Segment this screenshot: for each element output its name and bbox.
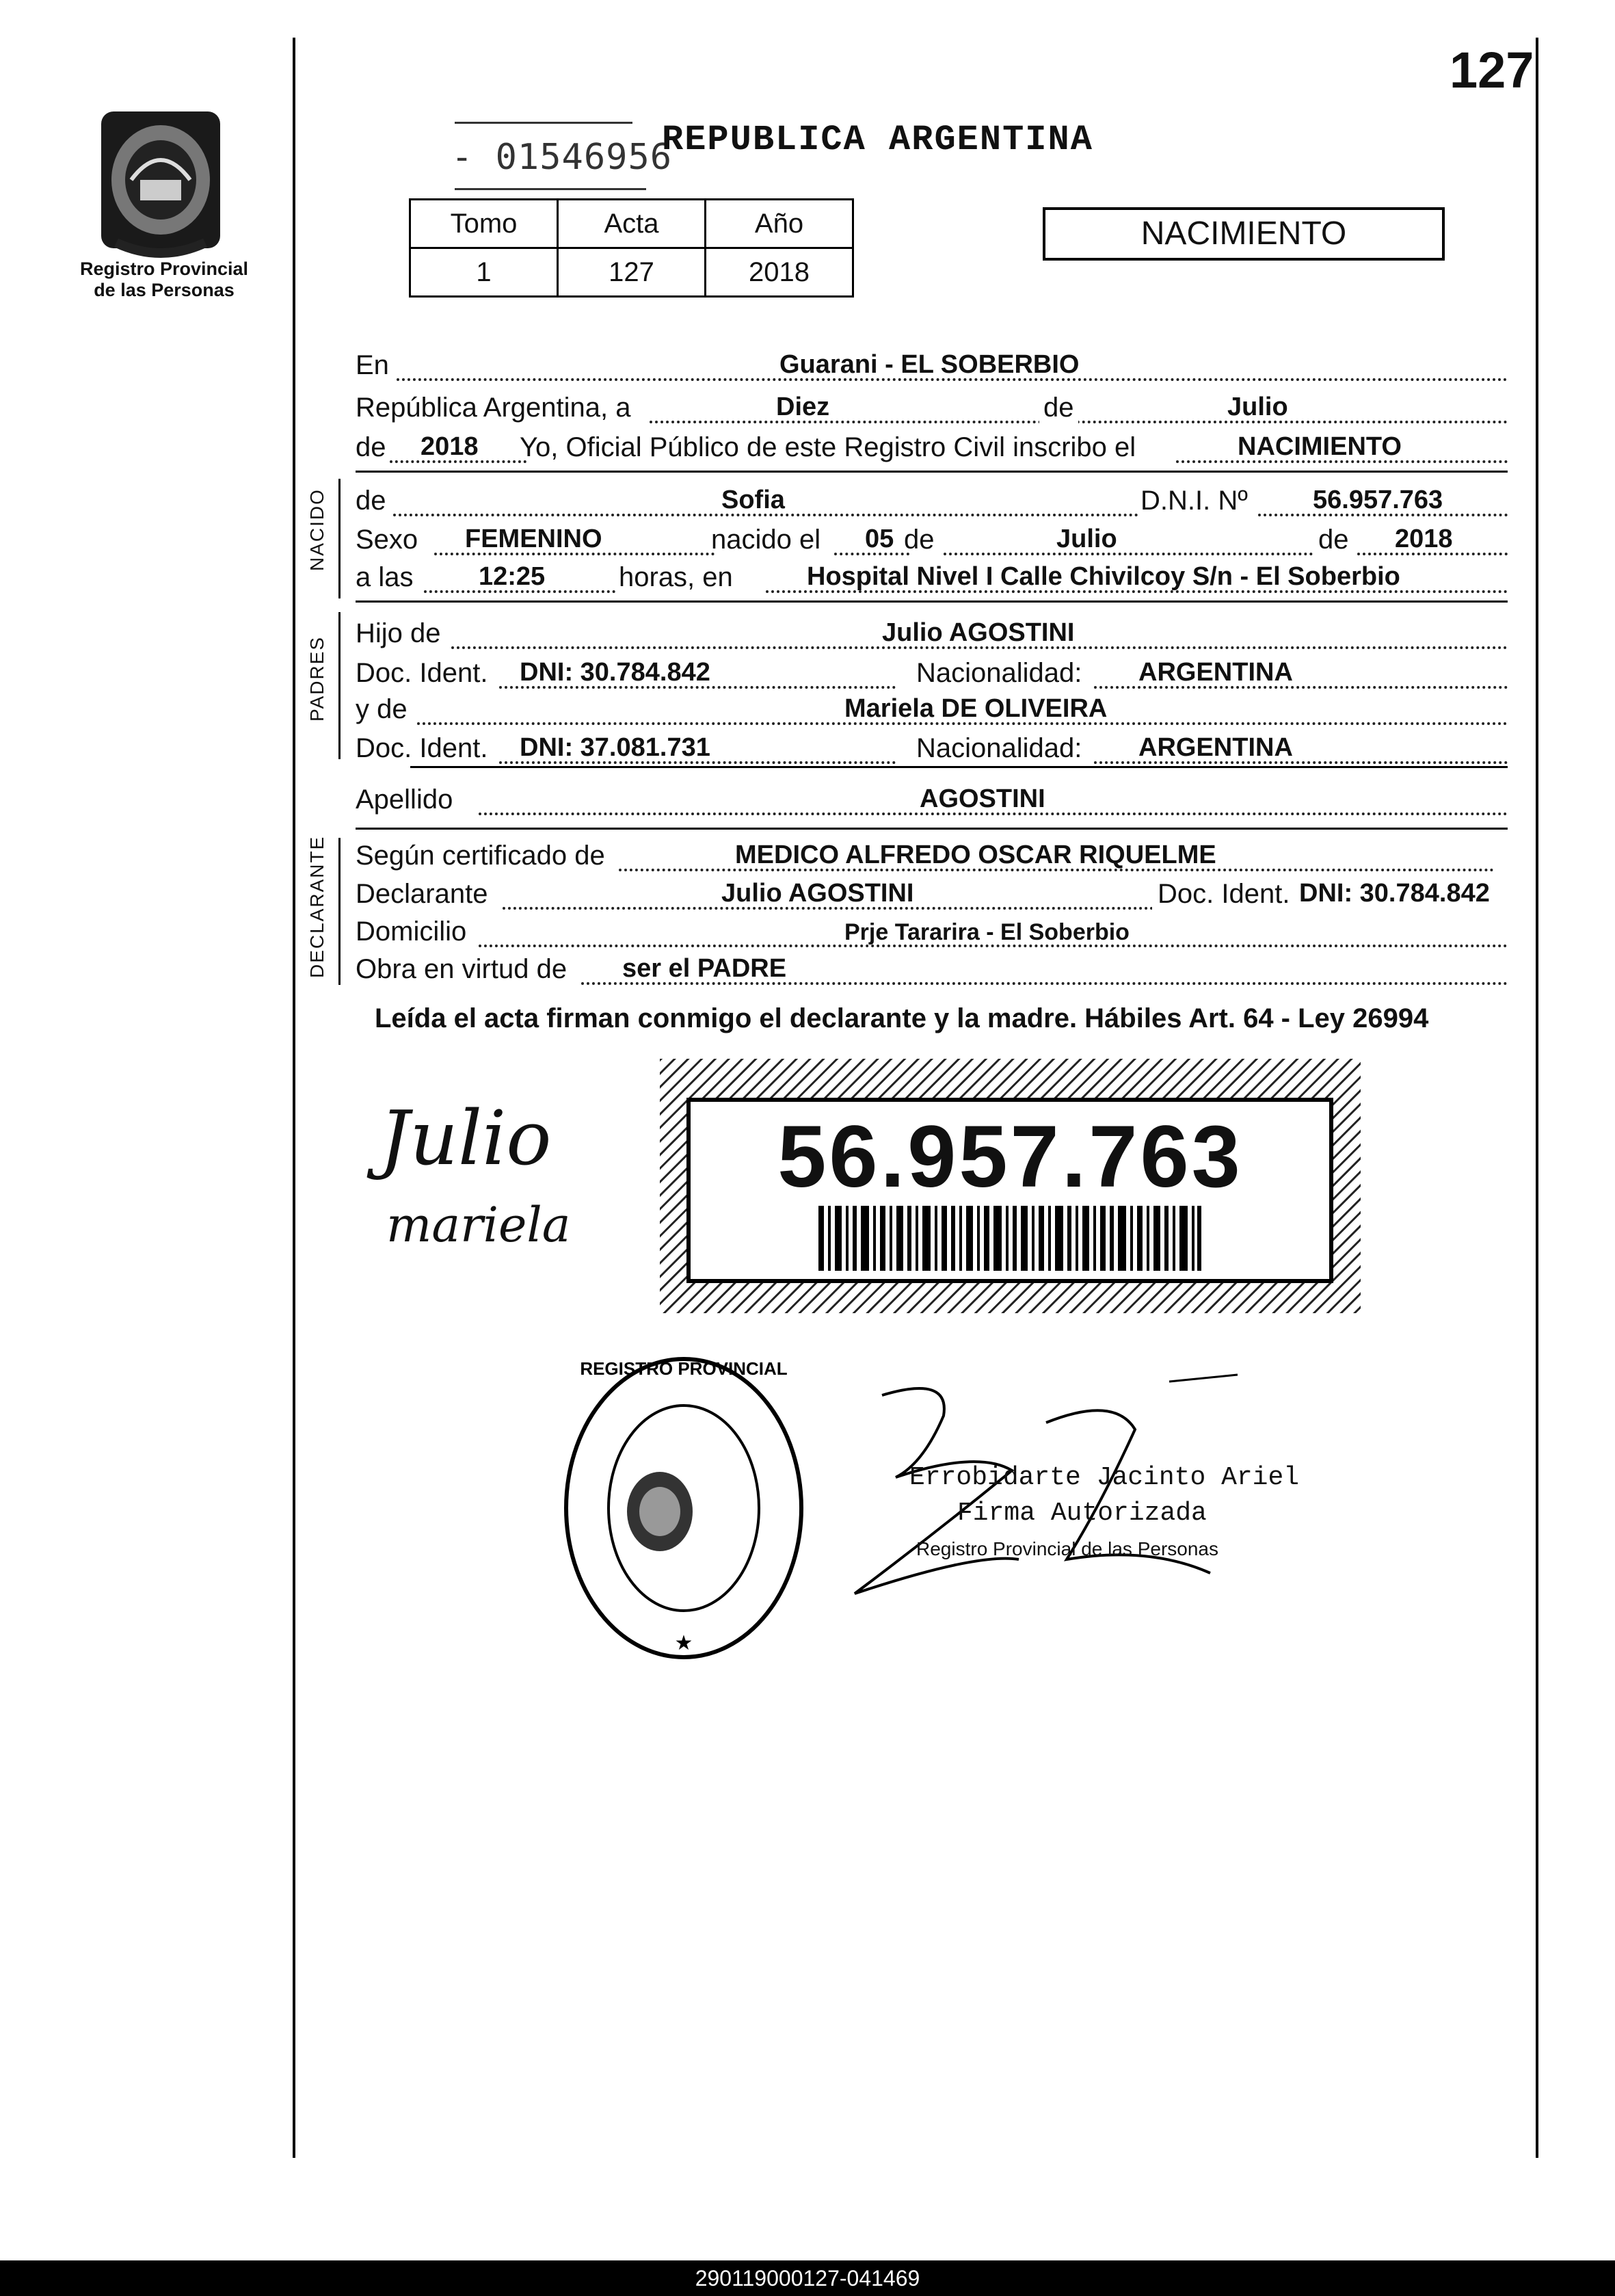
- registry-line-1: Registro Provincial: [79, 259, 249, 279]
- year-value: 2018: [421, 432, 479, 461]
- father-doc-value: DNI: 30.784.842: [520, 658, 710, 687]
- row-domicilio: [356, 912, 1508, 951]
- separator-1: [356, 471, 1508, 473]
- de-name-label: de: [356, 486, 386, 516]
- mother-nat-label: Nacionalidad:: [916, 733, 1082, 763]
- padres-section-label: PADRES: [306, 635, 328, 722]
- sexo-value: FEMENINO: [465, 525, 602, 553]
- birth-day-value: 05: [865, 525, 894, 553]
- father-doc-label: Doc. Ident.: [356, 658, 488, 688]
- separator-4: [356, 828, 1508, 830]
- y-de-label: y de: [356, 694, 408, 724]
- name-value: Sofia: [721, 486, 785, 514]
- horas-label: horas, en: [619, 562, 733, 592]
- svg-text:★: ★: [674, 1632, 693, 1654]
- acta-value: 127: [558, 248, 706, 297]
- registry-line-2: de las Personas: [94, 280, 235, 300]
- page-number: 127: [1450, 42, 1534, 98]
- padres-bracket: [338, 612, 341, 759]
- father-signature: Julio: [379, 1094, 552, 1182]
- authority-block: [909, 1460, 1299, 1567]
- province-crest-logo: [89, 99, 232, 263]
- statement-label: Yo, Oficial Público de este Registro Civil inscribo el: [520, 432, 1136, 462]
- document-title: REPUBLICA ARGENTINA: [662, 120, 1093, 160]
- birth-year-value: 2018: [1395, 525, 1453, 553]
- row-declarante: [356, 874, 1508, 914]
- mother-doc-value: DNI: 37.081.731: [520, 733, 710, 762]
- hijo-de-label: Hijo de: [356, 618, 441, 648]
- declarante-label: Declarante: [356, 879, 488, 909]
- row-y-de: [356, 689, 1508, 729]
- registry-seal: [561, 1354, 807, 1662]
- row-sexo: [356, 520, 1508, 559]
- tomo-value: 1: [410, 248, 558, 297]
- dni-sticker: [660, 1059, 1361, 1313]
- separator-3: [410, 766, 1508, 768]
- dni-sticker-number: 56.957.763: [777, 1108, 1243, 1206]
- authority-role: Firma Autorizada: [957, 1499, 1207, 1528]
- dni-barcode: [818, 1206, 1201, 1271]
- dni-value: 56.957.763: [1313, 486, 1443, 514]
- domicilio-value: Prje Tararira - El Soberbio: [844, 919, 1130, 945]
- separator-2: [356, 601, 1508, 603]
- apellido-label: Apellido: [356, 784, 453, 815]
- declarante-section-label: DECLARANTE: [306, 835, 328, 978]
- anio-header: Año: [706, 200, 853, 248]
- serial-top-line: [455, 122, 632, 124]
- cert-value: MEDICO ALFREDO OSCAR RIQUELME: [735, 841, 1216, 869]
- obra-label: Obra en virtud de: [356, 954, 568, 984]
- record-value: NACIMIENTO: [1238, 432, 1402, 461]
- de-year2-label: de: [1318, 525, 1349, 555]
- row-mother-doc: [356, 728, 1508, 768]
- tomo-header: Tomo: [410, 200, 558, 248]
- authority-name: Errobidarte Jacinto Ariel: [909, 1463, 1300, 1492]
- left-margin-line: [293, 38, 295, 2158]
- place-value: Guarani - EL SOBERBIO: [779, 350, 1080, 379]
- row-inscribo: [356, 427, 1508, 467]
- row-nombre: [356, 481, 1508, 520]
- nacido-section-label: NACIDO: [306, 488, 328, 571]
- record-type-box: NACIMIENTO: [1043, 207, 1445, 261]
- serial-bottom-line: [455, 188, 646, 190]
- nacido-el-label: nacido el: [711, 525, 821, 555]
- svg-text:REGISTRO PROVINCIAL: REGISTRO PROVINCIAL: [580, 1358, 788, 1379]
- republica-label: República Argentina, a: [356, 393, 631, 423]
- anio-value: 2018: [706, 248, 853, 297]
- mother-name-value: Mariela DE OLIVEIRA: [844, 694, 1108, 723]
- row-father-doc: [356, 653, 1508, 693]
- father-name-value: Julio AGOSTINI: [882, 618, 1075, 647]
- footer-code: 290119000127-041469: [0, 2260, 1615, 2296]
- declarante-doc-value: DNI: 30.784.842: [1299, 879, 1490, 908]
- father-nat-label: Nacionalidad:: [916, 658, 1082, 688]
- dni-label: D.N.I. Nº: [1140, 486, 1248, 516]
- authority-org: Registro Provincial de las Personas: [916, 1538, 1218, 1559]
- serial-number: - 01546956: [451, 137, 673, 178]
- cert-label: Según certificado de: [356, 841, 605, 871]
- a-las-label: a las: [356, 562, 414, 592]
- mother-signature: mariela: [386, 1197, 571, 1253]
- row-fecha: [356, 388, 1508, 427]
- row-hora: [356, 557, 1508, 597]
- declarante-bracket: [338, 838, 341, 985]
- birth-month-value: Julio: [1056, 525, 1117, 553]
- declarante-doc-label: Doc. Ident.: [1152, 879, 1290, 910]
- domicilio-label: Domicilio: [356, 916, 467, 947]
- acta-header: Acta: [558, 200, 706, 248]
- father-nat-value: ARGENTINA: [1138, 658, 1293, 687]
- nacido-bracket: [338, 479, 341, 598]
- apellido-value: AGOSTINI: [920, 784, 1045, 813]
- row-hijo-de: [356, 613, 1508, 653]
- row-apellido: [356, 780, 1508, 819]
- registry-caption: [65, 259, 263, 301]
- month-value: Julio: [1227, 393, 1288, 421]
- sexo-label: Sexo: [356, 525, 418, 555]
- row-certificado: [356, 836, 1508, 875]
- closing-statement: Leída el acta firman conmigo el declarante y la madre. Hábiles Art. 64 - Ley 26994: [375, 1003, 1429, 1033]
- row-obra: [356, 949, 1508, 989]
- de-year-label: de: [356, 432, 386, 462]
- day-value: Diez: [776, 393, 830, 421]
- en-label: En: [356, 350, 389, 380]
- tomo-acta-table: [409, 198, 854, 298]
- row-en: [356, 345, 1508, 385]
- right-margin-line: [1536, 38, 1538, 2158]
- mother-nat-value: ARGENTINA: [1138, 733, 1293, 762]
- de-month-label: de: [904, 525, 935, 555]
- de-label: de: [1039, 393, 1078, 423]
- mother-doc-label: Doc. Ident.: [356, 733, 488, 763]
- declarante-value: Julio AGOSTINI: [721, 879, 914, 908]
- obra-value: ser el PADRE: [622, 954, 787, 983]
- time-value: 12:25: [479, 562, 546, 591]
- birth-place-value: Hospital Nivel I Calle Chivilcoy S/n - El Soberbio: [807, 562, 1400, 591]
